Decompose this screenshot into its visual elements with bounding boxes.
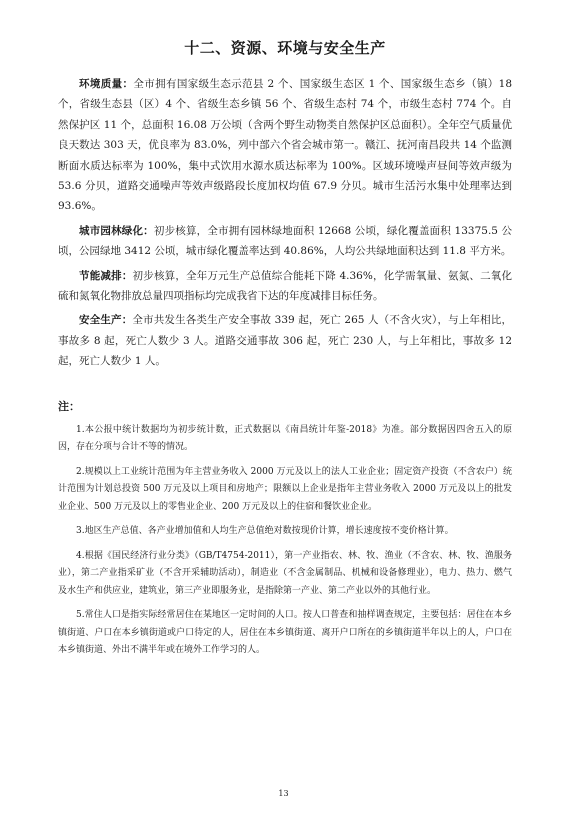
note-item: 3.地区生产总值、各产业增加值和人均生产总值绝对数按现价计算，增长速度按不变价格计算。 bbox=[76, 526, 454, 537]
paragraph-text: 全市共发生各类生产安全事故 339 起，死亡 265 人（不含火灾），与上年相比，事故多 8 起，死亡人数少 3 人。道路交通事故 306 起，死亡 230 人，与上年相比，事故多 12 起，死亡人数少 1 人。 bbox=[58, 314, 512, 368]
paragraph-work-safety bbox=[58, 310, 512, 371]
section-title: 十二、资源、环境与安全生产 bbox=[184, 39, 386, 57]
note-item: 5.常住人口是指实际经常居住在某地区一定时间的人口。按人口普查和抽样调查规定，主要包括：居住在本乡镇街道、户口在本乡镇街道或户口待定的人，居住在本乡镇街道、离开户口所在的乡镇街道半年以上的人，户口在本乡镇街道、外出不满半年或在境外工作学习的人。 bbox=[58, 610, 512, 656]
note-item: 1.本公报中统计数据均为初步统计数，正式数据以《南昌统计年鉴-2018》为准。部分数据因四舍五入的原因，存在分项与合计不等的情况。 bbox=[58, 424, 512, 453]
paragraph-urban-greening bbox=[58, 221, 512, 262]
paragraph-lead: 节能减排： bbox=[79, 269, 133, 282]
document-page bbox=[58, 38, 512, 667]
paragraph-text: 初步核算，全市拥有园林绿地面积 12668 公顷，绿化覆盖面积 13375.5 公顷，公园绿地 3412 公顷，城市绿化覆盖率达到 40.86%，人均公共绿地面积达到 11.8 平方米。 bbox=[58, 224, 513, 258]
paragraph-environment-quality bbox=[58, 74, 512, 217]
paragraph-energy-saving bbox=[58, 266, 512, 307]
notes-list bbox=[58, 422, 512, 660]
paragraph-lead: 安全生产： bbox=[79, 314, 133, 327]
paragraph-text: 全市拥有国家级生态示范县 2 个、国家级生态区 1 个、国家级生态乡（镇）18 个，省级生态县（区）4 个、省级生态乡镇 56 个、省级生态村 74 个，市级生态村 774 个。自然保护区 11 个，总面积 16.08 万公顷（含两个野生动物类自然保护区总面积）。全年空气质量优良天数达 303 天，优良率为 83.0%，列中部六个省会城市第一。赣江、抚河南昌段共 14 个监测断面水质达标率为 100%，集中式饮用水源水质达标率为 100%。区域环境噪声昼间等效声级为 53.6 分贝，道路交通噪声等效声级路段长度加权均值 67.9 分贝。城市生活污水集中处理率达到 93.6%。 bbox=[58, 78, 513, 213]
paragraph-text: 初步核算，全年万元生产总值综合能耗下降 4.36%，化学需氧量、氨氮、二氧化硫和氮氧化物排放总量四项指标均完成我省下达的年度减排目标任务。 bbox=[58, 269, 512, 303]
paragraph-lead: 城市园林绿化： bbox=[79, 224, 154, 237]
notes-heading: 注： bbox=[58, 399, 80, 413]
note-item: 4.根据《国民经济行业分类》（GB/T4754-2011），第一产业指农、林、牧、渔业（不含农、林、牧、渔服务业），第二产业指采矿业（不含开采辅助活动），制造业（不含金属制品、机械和设备修理业），电力、热力、燃气及水生产和供应业，建筑业，第三产业即服务业，是指除第一产业、第二产业以外的其他行业。 bbox=[58, 550, 512, 596]
paragraph-lead: 环境质量： bbox=[79, 78, 134, 90]
page-number: 13 bbox=[278, 789, 289, 798]
note-item: 2.规模以上工业统计范围为年主营业务收入 2000 万元及以上的法人工业企业；固定资产投资（不含农户）统计范围为计划总投资 500 万元及以上项目和房地产；限额以上企业是指年主营业务收入 2000 万元及以上的批发业企业、500 万元及以上的零售业企业、200 万元及以上的住宿和餐饮业企业。 bbox=[58, 466, 512, 512]
